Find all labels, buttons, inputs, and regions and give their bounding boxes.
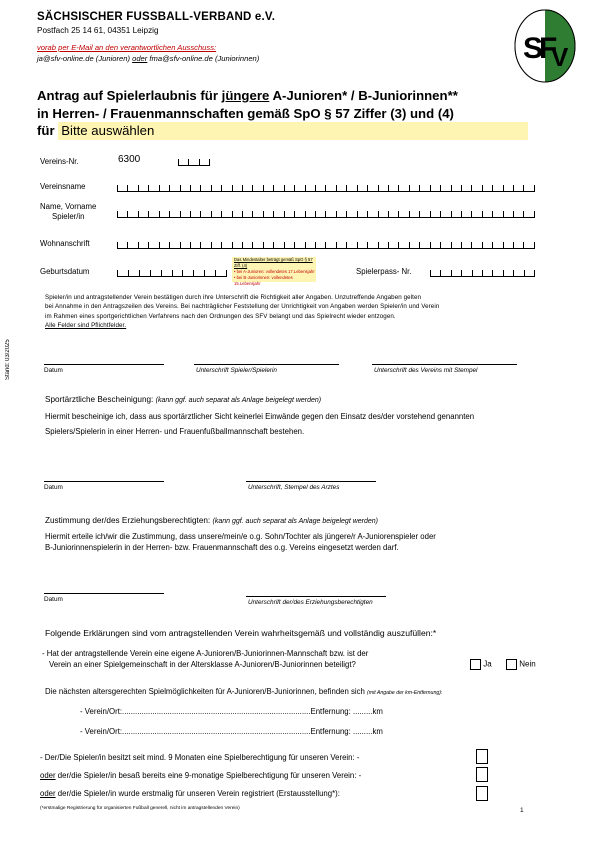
comb-cell[interactable] <box>190 185 200 192</box>
comb-cell[interactable] <box>461 242 471 249</box>
geburtsdatum-field[interactable] <box>117 261 227 277</box>
comb-cells[interactable] <box>430 261 535 277</box>
comb-cell[interactable] <box>117 211 127 218</box>
comb-cell[interactable] <box>273 185 283 192</box>
comb-cell[interactable] <box>117 270 128 277</box>
comb-cell[interactable] <box>252 242 262 249</box>
comb-cell[interactable] <box>451 270 461 277</box>
comb-cell[interactable] <box>180 185 190 192</box>
comb-cell[interactable] <box>492 242 502 249</box>
comb-cell[interactable] <box>211 242 221 249</box>
comb-cell[interactable] <box>117 185 127 192</box>
comb-cell[interactable] <box>419 185 429 192</box>
vereins-nr-value[interactable]: 6300 <box>118 154 141 165</box>
comb-cell[interactable] <box>367 185 377 192</box>
comb-cell[interactable] <box>150 270 161 277</box>
status-previous-checkbox[interactable] <box>476 767 488 782</box>
comb-cell[interactable] <box>492 270 502 277</box>
comb-cell[interactable] <box>169 242 179 249</box>
next-options-text: Die nächsten altersgerechten Spielmöglichkeiten für A-Junioren/B-Juniorinnen, befinden sich (mit Angabe der km-Entfernung): <box>45 687 443 696</box>
comb-cell[interactable] <box>440 211 450 218</box>
date-line[interactable] <box>44 364 164 365</box>
comb-cell[interactable] <box>127 242 137 249</box>
comb-cell[interactable] <box>117 242 127 249</box>
comb-cell[interactable] <box>294 185 304 192</box>
guardian-signature-caption: Unterschrift der/des Erziehungsberechtigten <box>248 599 373 606</box>
sfv-logo <box>513 8 577 84</box>
comb-cell[interactable] <box>430 270 440 277</box>
comb-cell[interactable] <box>523 242 533 249</box>
medical-date-line[interactable] <box>44 481 164 482</box>
comb-cell[interactable] <box>139 270 150 277</box>
nein-checkbox[interactable] <box>506 659 517 670</box>
comb-cell[interactable] <box>305 242 315 249</box>
team-type-select[interactable]: Bitte auswählen <box>58 122 528 140</box>
comb-cell[interactable] <box>492 185 502 192</box>
status-9-months: - Der/Die Spieler/in besitzt seit mind. 9 Monaten eine Spielberechtigung für unseren Verein: - <box>40 753 360 762</box>
comb-cell[interactable] <box>378 185 388 192</box>
comb-cell-end <box>534 242 535 249</box>
comb-cell[interactable] <box>336 242 346 249</box>
comb-cell[interactable] <box>263 242 273 249</box>
comb-cell[interactable] <box>211 185 221 192</box>
spielerpass-label: Spielerpass- Nr. <box>356 267 412 276</box>
comb-cell[interactable] <box>492 211 502 218</box>
comb-cell[interactable] <box>200 242 210 249</box>
page-number: 1 <box>520 807 524 814</box>
comb-cell[interactable] <box>346 211 356 218</box>
guardian-date-line[interactable] <box>44 593 164 594</box>
comb-cell[interactable] <box>148 185 158 192</box>
comb-cell[interactable] <box>190 211 200 218</box>
comb-cell[interactable] <box>346 242 356 249</box>
comb-cell[interactable] <box>409 185 419 192</box>
comb-cell[interactable] <box>315 185 325 192</box>
name-label-line1: Name, Vorname <box>40 202 97 211</box>
own-team-question: - Hat der antragstellende Verein eine eigene A-Junioren/B-Juniorinnen-Mannschaft bzw. ist der Verein an einer Spielgemeinschaft in der Altersklasse A-Junioren/B-Juniorinnen beteiligt? <box>42 649 369 669</box>
comb-cell[interactable] <box>513 211 523 218</box>
vereinsname-label: Vereinsname <box>40 182 86 191</box>
comb-cell[interactable] <box>472 270 482 277</box>
comb-cell[interactable] <box>503 211 513 218</box>
doctor-signature-line[interactable] <box>246 481 376 482</box>
guardian-date-caption: Datum <box>44 596 63 603</box>
comb-cell[interactable] <box>482 185 492 192</box>
option-nein[interactable]: Nein <box>506 659 536 670</box>
comb-cells[interactable] <box>117 261 227 277</box>
comb-cell[interactable] <box>461 270 471 277</box>
comb-cell[interactable] <box>513 185 523 192</box>
comb-cell[interactable] <box>461 211 471 218</box>
confirmation-text: Spieler/in und antragstellender Verein bestätigen durch ihre Unterschrift die Richtigkeit aller Angaben. Unzutreffende Angaben gelten bei Annahme in den Antragszeilen des Vereins. Bei nachträglicher Feststellung der Unrichtigkeit von Angaben werden Spieler/in und Verein im Rahmen eines sportgerichtlichen Verfahrens nach den Ordnungen des SFV belangt und das Spielrecht wieder entzogen. Alle Felder sind Pflichtfelder. <box>45 293 555 331</box>
comb-cell[interactable] <box>252 185 262 192</box>
club-signature-caption: Unterschrift des Vereins mit Stempel <box>374 367 478 374</box>
comb-cell[interactable] <box>138 211 148 218</box>
club-distance-row-1[interactable]: - Verein/Ort:.......................................................................................Entfernung: .........km <box>80 707 383 716</box>
comb-cell[interactable] <box>367 211 377 218</box>
comb-cell[interactable] <box>242 242 252 249</box>
status-first-registration: oder der/die Spieler/in wurde erstmalig für unseren Verein registriert (Erstausstellung*): <box>40 789 340 798</box>
comb-cell[interactable] <box>148 242 158 249</box>
comb-cell[interactable] <box>273 211 283 218</box>
comb-cell[interactable] <box>430 242 440 249</box>
comb-cell[interactable] <box>513 270 523 277</box>
comb-cell[interactable] <box>325 211 335 218</box>
email-or: oder <box>132 54 148 63</box>
vereins-nr-label: Vereins-Nr. <box>40 157 79 166</box>
email-link-ja[interactable]: ja@sfv-online.de <box>37 54 94 63</box>
comb-cell[interactable] <box>180 242 190 249</box>
version-stamp: Stand: 03/2025 <box>5 339 11 380</box>
comb-cells[interactable] <box>117 233 535 249</box>
comb-cell[interactable] <box>503 185 513 192</box>
comb-cell[interactable] <box>200 185 210 192</box>
comb-cell[interactable] <box>180 211 190 218</box>
comb-cell[interactable] <box>305 211 315 218</box>
status-9-months-checkbox[interactable] <box>476 749 488 764</box>
comb-cell[interactable] <box>336 211 346 218</box>
comb-cell[interactable] <box>182 270 193 277</box>
comb-cell[interactable] <box>221 185 231 192</box>
comb-cell[interactable] <box>419 211 429 218</box>
comb-cell[interactable] <box>388 185 398 192</box>
status-first-registration-checkbox[interactable] <box>476 786 488 801</box>
comb-cell[interactable] <box>451 242 461 249</box>
comb-cell[interactable] <box>398 211 408 218</box>
guardian-signature-line[interactable] <box>246 596 386 597</box>
comb-cell[interactable] <box>523 211 533 218</box>
medical-heading: Sportärztliche Bescheinigung: (kann ggf. auch separat als Anlage beigelegt werden) <box>45 395 322 404</box>
comb-cell[interactable] <box>263 185 273 192</box>
form-title: Antrag auf Spielerlaubnis für jüngere A-Junioren* / B-Juniorinnen** in Herren- / Frauenmannschaften gemäß SpO § 57 Ziffer (3) und (4) für Bitte auswählen <box>37 87 528 140</box>
comb-cell[interactable] <box>215 270 226 277</box>
comb-cell[interactable] <box>398 185 408 192</box>
comb-cell[interactable] <box>169 211 179 218</box>
comb-cell-end <box>534 185 535 192</box>
comb-cell[interactable] <box>336 185 346 192</box>
email-fma-note: (Juniorinnen) <box>212 54 260 63</box>
date-caption: Datum <box>44 367 63 374</box>
medical-text: Hiermit bescheinige ich, dass aus sportärztlicher Sicht keinerlei Einwände gegen den Einsatz des/der vorstehend genannten Spielers/Spielerin in einer Herren- und Frauenfußballmannschaft bestehen. <box>45 412 475 436</box>
comb-cell[interactable] <box>409 242 419 249</box>
comb-cell[interactable] <box>273 242 283 249</box>
player-signature-caption: Unterschrift Spieler/Spielerin <box>196 367 277 374</box>
comb-cells[interactable] <box>117 202 535 218</box>
comb-cell-end <box>226 270 227 277</box>
comb-cell[interactable] <box>346 185 356 192</box>
comb-cell[interactable] <box>221 242 231 249</box>
comb-cell[interactable] <box>482 242 492 249</box>
comb-cell[interactable] <box>357 242 367 249</box>
comb-cell[interactable] <box>128 270 139 277</box>
comb-cell[interactable] <box>315 211 325 218</box>
comb-cell[interactable] <box>138 185 148 192</box>
name-label-line2: Spieler/in <box>52 212 85 221</box>
comb-cell[interactable] <box>451 211 461 218</box>
comb-cell[interactable] <box>232 185 242 192</box>
comb-cell[interactable] <box>159 242 169 249</box>
comb-cell[interactable] <box>127 211 137 218</box>
email-contacts <box>37 54 259 63</box>
comb-cell[interactable] <box>284 242 294 249</box>
svg-text:F: F <box>539 32 558 65</box>
comb-cell[interactable] <box>378 211 388 218</box>
svg-text:V: V <box>551 42 569 72</box>
comb-cell[interactable] <box>398 242 408 249</box>
age-hint-box: Das Mindestalter beträgt gemäß SpO § 57 Ziff. (4) • bei A-Junioren: vollendetes 17.Lebensjahr • bei B-Juniorinnen: vollendetes 15.Lebensjahr <box>234 257 315 286</box>
comb-cell[interactable] <box>482 211 492 218</box>
comb-cell[interactable] <box>169 185 179 192</box>
organization-address: Postfach 25 14 61, 04351 Leipzig <box>37 26 159 35</box>
comb-cell[interactable] <box>471 211 481 218</box>
comb-cell[interactable] <box>357 185 367 192</box>
comb-cell[interactable] <box>430 211 440 218</box>
ja-checkbox[interactable] <box>470 659 481 670</box>
declarations-heading: Folgende Erklärungen sind vom antragstellenden Verein wahrheitsgemäß und vollständig auszufüllen:* <box>45 628 437 638</box>
comb-cell[interactable] <box>409 211 419 218</box>
comb-cell[interactable] <box>378 242 388 249</box>
comb-cell[interactable] <box>232 242 242 249</box>
comb-cell[interactable] <box>242 185 252 192</box>
comb-cell[interactable] <box>471 242 481 249</box>
comb-cell[interactable] <box>211 211 221 218</box>
comb-cell[interactable] <box>451 185 461 192</box>
comb-cell[interactable] <box>503 242 513 249</box>
email-link-fma[interactable]: fma@sfv-online.de <box>147 54 213 63</box>
comb-cell[interactable] <box>440 185 450 192</box>
guardian-text: Hiermit erteile ich/wir die Zustimmung, dass unsere/mein/e o.g. Sohn/Tochter als jüngere/r A-Juniorenspieler oder B-Juniorinnenspielerin in der Herren- bzw. Frauenmannschaft des o.g. Vereins eingesetzt werden darf. <box>45 532 436 552</box>
guardian-heading: Zustimmung der/des Erziehungsberechtigten: (kann ggf. auch separat als Anlage beigelegt werden) <box>45 516 378 525</box>
comb-cell[interactable] <box>294 211 304 218</box>
comb-cell[interactable] <box>200 211 210 218</box>
status-previous: oder der/die Spieler/in besaß bereits eine 9-monatige Spielberechtigung für unseren Verein: - <box>40 771 362 780</box>
comb-cell[interactable] <box>190 242 200 249</box>
comb-cell[interactable] <box>367 242 377 249</box>
option-ja[interactable]: Ja <box>470 659 492 670</box>
comb-cell[interactable] <box>388 242 398 249</box>
comb-cell[interactable] <box>284 211 294 218</box>
comb-cell[interactable] <box>263 211 273 218</box>
comb-cell[interactable] <box>513 242 523 249</box>
comb-cell-end <box>534 270 535 277</box>
comb-cells[interactable] <box>117 176 535 192</box>
geburtsdatum-label: Geburtsdatum <box>40 267 90 276</box>
comb-cell[interactable] <box>325 185 335 192</box>
comb-cell[interactable] <box>305 185 315 192</box>
comb-cell[interactable] <box>159 211 169 218</box>
comb-cell[interactable] <box>294 242 304 249</box>
comb-cell[interactable] <box>193 270 204 277</box>
comb-cell[interactable] <box>357 211 367 218</box>
vereinsname-field[interactable] <box>117 176 535 192</box>
wohnanschrift-field[interactable] <box>117 233 535 249</box>
comb-cell[interactable] <box>388 211 398 218</box>
comb-cell[interactable] <box>204 270 215 277</box>
comb-cell[interactable] <box>430 185 440 192</box>
vereins-nr-field[interactable] <box>178 150 210 166</box>
comb-cell[interactable] <box>461 185 471 192</box>
comb-cell[interactable] <box>159 185 169 192</box>
organization-name: SÄCHSISCHER FUSSBALL-VERBAND e.V. <box>37 11 276 23</box>
comb-cell[interactable] <box>482 270 492 277</box>
club-distance-row-2[interactable]: - Verein/Ort:.......................................................................................Entfernung: .........km <box>80 727 383 736</box>
club-signature-line[interactable] <box>372 364 517 365</box>
mandatory-fields-note: Alle Felder sind Pflichtfelder. <box>45 322 127 330</box>
comb-cell[interactable] <box>221 211 231 218</box>
comb-cell[interactable] <box>161 270 172 277</box>
comb-cell[interactable] <box>419 242 429 249</box>
footnote: (*erstmalige Registrierung für organisierten Fußball generell, nicht im antragstellenden Verein) <box>40 806 240 811</box>
comb-cell[interactable] <box>232 211 242 218</box>
comb-cell[interactable] <box>172 270 183 277</box>
comb-cell[interactable] <box>440 242 450 249</box>
spielerpass-field[interactable] <box>430 261 535 277</box>
name-field[interactable] <box>117 202 535 218</box>
comb-cell[interactable] <box>242 211 252 218</box>
svg-text:S: S <box>523 32 544 65</box>
comb-cell[interactable] <box>523 185 533 192</box>
doctor-signature-caption: Unterschrift, Stempel des Arztes <box>248 484 340 491</box>
comb-cell[interactable] <box>148 211 158 218</box>
comb-cell[interactable] <box>252 211 262 218</box>
comb-cell[interactable] <box>524 270 534 277</box>
comb-cell[interactable] <box>315 242 325 249</box>
comb-cell[interactable] <box>503 270 513 277</box>
comb-cell[interactable] <box>138 242 148 249</box>
player-signature-line[interactable] <box>194 364 339 365</box>
comb-cell-end <box>534 211 535 218</box>
comb-cell[interactable] <box>471 185 481 192</box>
comb-cell[interactable] <box>284 185 294 192</box>
email-ja-note: (Junioren) <box>93 54 133 63</box>
comb-cell[interactable] <box>440 270 450 277</box>
comb-cell[interactable] <box>325 242 335 249</box>
comb-cell[interactable] <box>127 185 137 192</box>
medical-date-caption: Datum <box>44 484 63 491</box>
wohnanschrift-label: Wohnanschrift <box>40 239 90 248</box>
email-instruction: vorab per E-Mail an den verantwortlichen Ausschuss: <box>37 43 217 52</box>
